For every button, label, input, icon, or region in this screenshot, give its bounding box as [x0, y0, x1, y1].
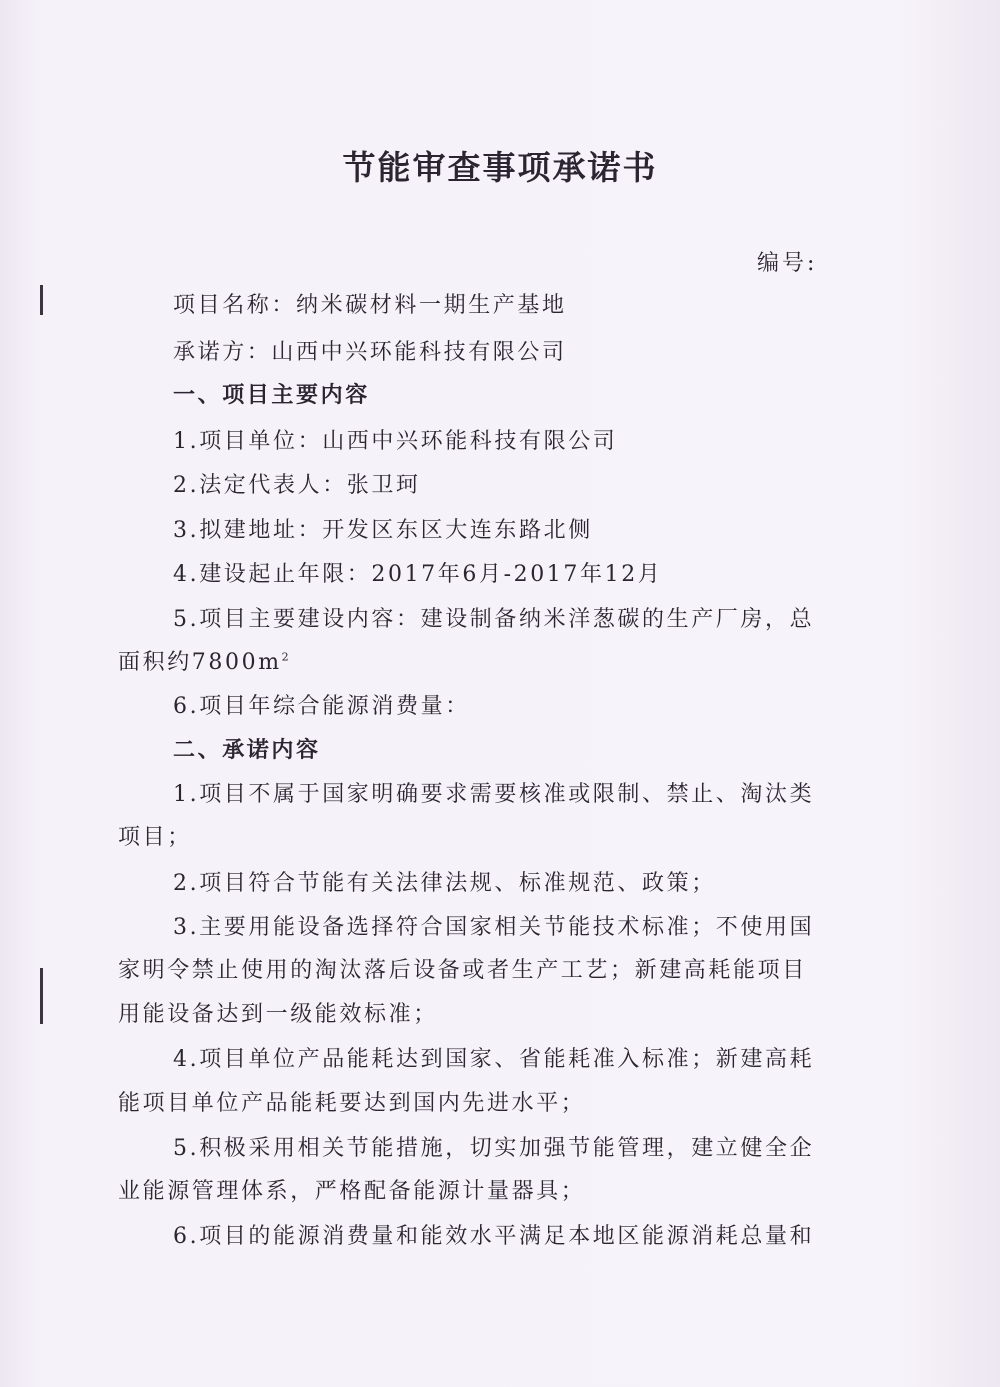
- document-title: 节能审查事项承诺书: [342, 148, 658, 187]
- list-item: 4.建设起止年限：2017年6月-2017年12月: [173, 562, 663, 587]
- list-item: 6.项目年综合能源消费量：: [173, 694, 470, 719]
- list-item: 1.项目不属于国家明确要求需要核准或限制、禁止、淘汰类: [173, 782, 815, 807]
- project-name: 项目名称：纳米碳材料一期生产基地: [173, 293, 567, 318]
- area-text: 面积约7800m: [118, 650, 282, 675]
- section-heading: 一、项目主要内容: [173, 382, 370, 408]
- section-heading: 二、承诺内容: [173, 737, 321, 763]
- binding-mark: [40, 968, 43, 1024]
- list-item-continuation: 项目；: [118, 825, 192, 850]
- doc-number-label: 编号:: [757, 251, 818, 276]
- list-item-continuation: 用能设备达到一级能效标准；: [118, 1002, 438, 1027]
- list-item-continuation: 家明令禁止使用的淘汰落后设备或者生产工艺；新建高耗能项目: [118, 958, 807, 983]
- list-item: 1.项目单位：山西中兴环能科技有限公司: [173, 429, 618, 454]
- list-item-continuation: 能项目单位产品能耗要达到国内先进水平；: [118, 1091, 586, 1116]
- binding-mark: [40, 285, 43, 315]
- list-item: 2.项目符合节能有关法律法规、标准规范、政策；: [173, 871, 716, 896]
- area-unit-superscript: 2: [281, 650, 292, 664]
- list-item: 6.项目的能源消费量和能效水平满足本地区能源消耗总量和: [173, 1224, 815, 1249]
- list-item: 2.法定代表人：张卫珂: [173, 473, 421, 498]
- list-item-continuation: 业能源管理体系，严格配备能源计量器具；: [118, 1179, 586, 1204]
- list-item: 5.项目主要建设内容：建设制备纳米洋葱碳的生产厂房，总: [173, 607, 815, 632]
- list-item: 5.积极采用相关节能措施，切实加强节能管理，建立健全企: [173, 1136, 815, 1161]
- list-item: 3.主要用能设备选择符合国家相关节能技术标准；不使用国: [173, 915, 815, 940]
- list-item-continuation: [118, 645, 291, 676]
- list-item: 4.项目单位产品能耗达到国家、省能耗准入标准；新建高耗: [173, 1047, 815, 1072]
- promisor: 承诺方：山西中兴环能科技有限公司: [173, 340, 567, 365]
- list-item: 3.拟建地址：开发区东区大连东路北侧: [173, 518, 593, 543]
